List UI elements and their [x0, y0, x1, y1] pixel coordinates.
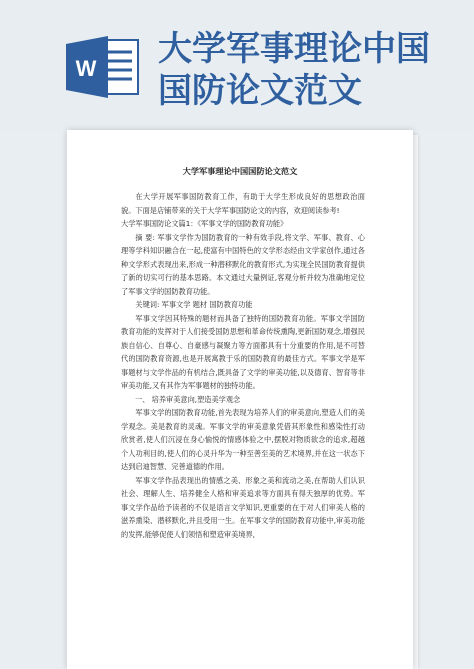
paragraph-body-1: 军事文学因其特殊的题材而具备了独特的国防教育功能。军事文学国防教育功能的发挥对于人们接受国防思想和革命传统熏陶,更新国防观念,增强民族自信心、自尊心、自豪感与凝聚力等方面都具有十分重要的作用,是不可替代的国防教育资源,也是开展寓教于乐的国防教育的最佳方式。军事文学是军事题材与文学作品的有机结合,既具备了文学的审美功能,以及德育、智育等非审美功能,又有其作为军事题材的独特功能。 — [121, 313, 365, 390]
paragraph-body-2: 军事文学的国防教育功能,首先表现为培养人们的审美意向,塑造人们的美学观念。美是教育的灵魂。军事文学的审美意象凭借其形象性和感染性打动欣赏者,使人们沉浸在身心愉悦的情感体验之中,摆脱对物质欲念的追求,超越个人功利目的,使人们的心灵升华为一种至善至美的艺术境界,并在这一状态下达到启迪智慧、完善道德的作用。 — [121, 408, 365, 471]
word-icon-letter: W — [75, 56, 97, 81]
paragraph-body-3: 军事文学作品表现出的情感之美、形象之美和流动之美,在帮助人们认识社会、理解人生、培养健全人格和审美追求等方面具有得天独厚的优势。军事文学作品给予读者的不仅是语言文学知识,更重要的在于对人们审美人格的滋养熏染、潜移默化,并且受用一生。在军事文学的国防教育功能中,审美功能的发挥,能够促使人们领悟和塑造审美境界, — [121, 475, 365, 539]
paragraph-keywords: 关键词: 军事文学 题材 国防教育功能 — [135, 300, 253, 309]
header-banner — [0, 0, 474, 130]
document-page — [67, 130, 413, 669]
banner-title-line2: 国防论文范文 — [158, 71, 362, 111]
document-body — [121, 190, 365, 541]
paragraph-section-heading: 一、 培养审美意向,塑造美学观念 — [135, 394, 241, 404]
document-title: 大学军事理论中国国防论文范文 — [182, 166, 298, 176]
banner-title — [158, 28, 468, 112]
banner-title-line1: 大学军事理论中国 — [158, 29, 430, 69]
paragraph-article-heading: 大学军事国防论文篇1：《军事文学的国防教育功能》 — [121, 219, 288, 228]
paragraph-intro: 在大学开展军事国防教育工作，有助于大学生形成良好的思想政治面貌。下面是店铺带来的关于大学军事国防论文的内容，欢迎阅读参考! — [121, 192, 365, 215]
word-document-icon — [64, 34, 142, 100]
paragraph-abstract: 摘 要: 军事文学作为国防教育的一种有效手段,将文学、军事、教育、心理等学科知识融合在一起,使富有中国特色的文学形态经由文学家创作,通过各种文学形式表现出来,形成一种潜移默化的教育形式,为实现全民国防教育提供了新的切实可行的基本思路。本文通过大量例证,客观分析并较为准确地定位了军事文学的国防教育功能。 — [121, 232, 365, 296]
